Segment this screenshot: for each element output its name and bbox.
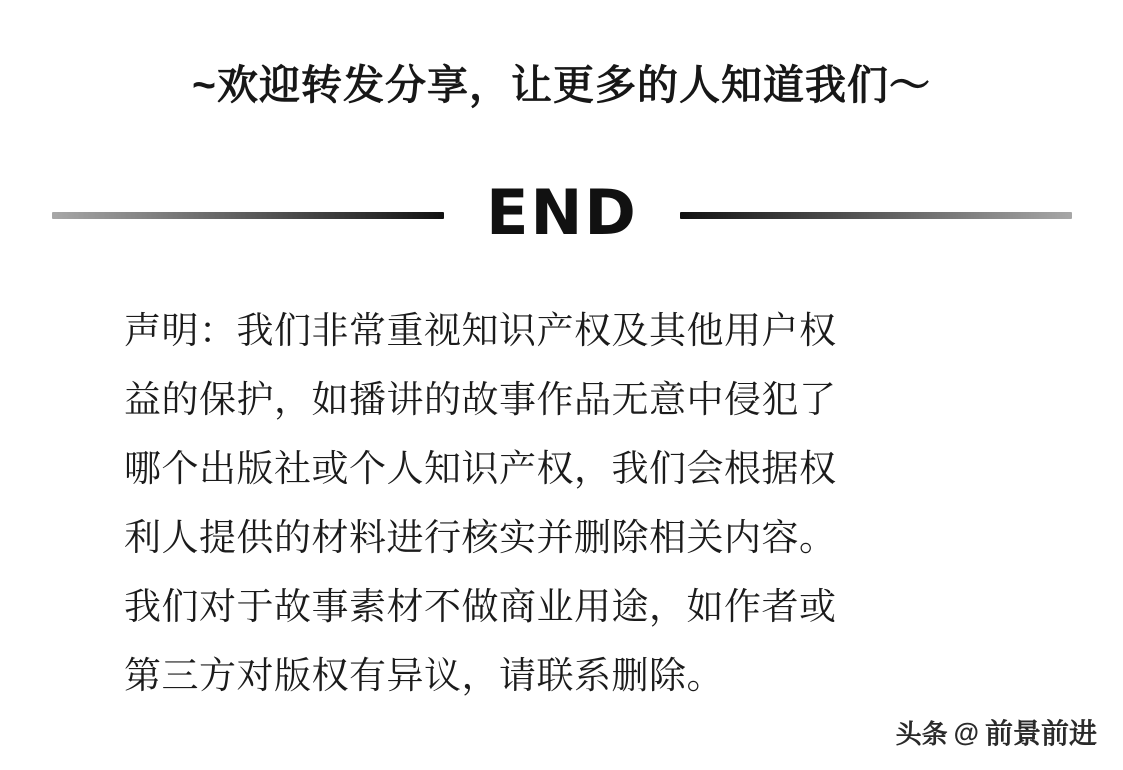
statement-line: 第三方对版权有异议，请联系删除。 [124,655,724,696]
watermark-author-name: 前景前进 [984,718,1097,749]
end-label: END [486,176,638,249]
divider-line-left [52,212,444,219]
statement-line: 哪个出版社或个人知识产权，我们会根据权 [124,448,837,489]
end-divider [52,172,1072,258]
statement-line: 我们对于故事素材不做商业用途，如作者或 [124,586,837,627]
watermark-source-label: 头条 [895,718,948,749]
statement-line: 声明：我们非常重视知识产权及其他用户权 [124,310,837,351]
statement-line: 利人提供的材料进行核实并删除相关内容。 [124,517,837,558]
divider-line-right [680,212,1072,219]
statement-line: 益的保护，如播讲的故事作品无意中侵犯了 [124,379,837,420]
page-headline: ~欢迎转发分享，让更多的人知道我们～ [192,62,931,108]
watermark-at-symbol: @ [953,716,979,747]
statement-block [124,296,1024,710]
watermark [896,712,1097,752]
